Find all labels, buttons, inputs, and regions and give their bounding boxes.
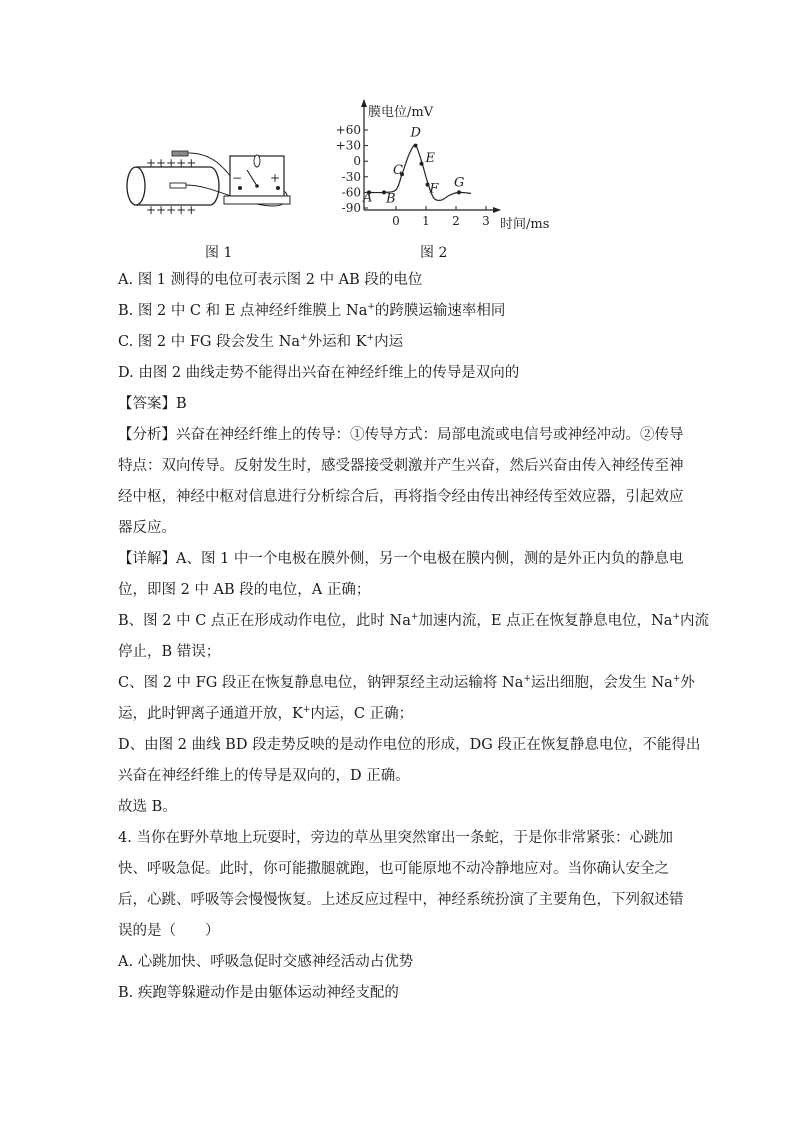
q3-option-b-part1: B. 图 2 中 C 和 E 点神经纤维膜上 Na (118, 303, 368, 319)
q3-option-c (118, 332, 403, 352)
q3-analysis-line-1: 【分析】兴奋在神经纤维上的传导：①传导方式：局部电流或电信号或神经冲动。②传导 (118, 427, 684, 443)
fiber-top-charges: +++++ (146, 156, 197, 170)
q3-detail-c-part4: 运，此时钾离子通道开放，K (118, 706, 303, 722)
q3-detail-c-part2: 运出细胞，会发生 Na (530, 675, 673, 691)
point-g-label: G (454, 175, 465, 191)
needle-pivot (255, 184, 259, 188)
q3-detail-b-line-1 (118, 611, 709, 631)
q3-detail-d-line-1: D、由图 2 曲线 BD 段走势反映的是动作电位的形成，DG 段正在恢复静息电位，不能得出 (118, 737, 701, 753)
outer-electrode (172, 151, 188, 156)
x-axis-arrow (493, 207, 501, 213)
fiber-left-end (127, 167, 145, 205)
superscript-plus: + (367, 302, 375, 313)
q3-detail-a-line-1: 【详解】A、图 1 中一个电极在膜外侧，另一个电极在膜内侧，测的是外正内负的静息电 (118, 551, 684, 567)
q3-detail-c-part3: 外 (680, 675, 695, 691)
x-axis-title: 时间/ms (500, 217, 550, 232)
q3-answer: 【答案】B (118, 396, 187, 412)
point-f-label: F (429, 181, 439, 197)
y-tick-label: +30 (335, 138, 361, 153)
q3-detail-c-line-1 (118, 673, 695, 693)
superscript-plus: + (300, 333, 308, 344)
q3-detail-b-part2: 加速内流，E 点正在恢复静息电位，Na (418, 613, 673, 629)
x-tick-label: 2 (452, 214, 460, 228)
left-terminal (238, 186, 242, 190)
y-tick-label: -60 (341, 185, 361, 200)
superscript-plus: + (523, 674, 531, 685)
x-tick-label: 3 (482, 214, 490, 228)
point-d-marker (414, 144, 418, 148)
q4-stem-line-4: 误的是（ ） (118, 923, 220, 939)
galvanometer-base (224, 196, 290, 204)
q3-option-a: A. 图 1 测得的电位可表示图 2 中 AB 段的电位 (118, 272, 423, 288)
fiber-right-end (210, 167, 219, 205)
figure-1-diagram (124, 148, 296, 214)
q3-detail-b-part1: B、图 2 中 C 点正在形成动作电位，此时 Na (118, 613, 411, 629)
y-axis-arrow (361, 99, 367, 107)
q3-analysis-line-3: 经中枢，神经中枢对信息进行分析综合后，再将指令经由传出神经传至效应器，引起效应 (118, 489, 684, 505)
q3-option-b (118, 301, 505, 321)
point-a-label: A (363, 190, 373, 206)
q3-detail-b-line-2: 停止，B 错误； (118, 644, 221, 660)
q3-option-c-part2: 外运和 K (307, 334, 367, 350)
q3-option-b-part2: 的跨膜运输速率相同 (374, 303, 506, 319)
y-tick-label: 0 (353, 154, 361, 169)
y-axis-title: 膜电位/mV (368, 105, 434, 120)
y-tick-label: -90 (341, 201, 361, 215)
superscript-plus: + (410, 612, 419, 623)
x-tick-label: 0 (392, 214, 400, 228)
point-b-label: B (386, 191, 396, 207)
q4-option-a: A. 心跳加快、呼吸急促时交感神经活动占优势 (118, 954, 414, 970)
q3-option-d: D. 由图 2 曲线走势不能得出兴奋在神经纤维上的传导是双向的 (118, 365, 520, 381)
point-c-label: C (393, 163, 403, 179)
fiber-bottom-charges: +++++ (146, 203, 197, 214)
y-tick-label: +60 (335, 123, 361, 137)
plus-terminal-sign: + (270, 171, 281, 185)
q4-stem-line-1: 4. 当你在野外草地上玩耍时，旁边的草丛里突然窜出一条蛇，于是你非常紧张：心跳加 (118, 830, 673, 846)
q3-detail-c-line-2 (118, 704, 413, 724)
minus-terminal-sign: − (232, 171, 243, 185)
y-tick-label: -30 (341, 169, 361, 184)
superscript-plus: + (366, 333, 375, 344)
superscript-plus: + (672, 674, 681, 685)
point-g-marker (457, 190, 461, 194)
figure-2-chart (330, 98, 570, 236)
q3-detail-d-line-2: 兴奋在神经纤维上的传导是双向的，D 正确。 (118, 768, 410, 784)
point-e-marker (420, 162, 424, 166)
q3-conclusion: 故选 B。 (118, 799, 177, 815)
q3-detail-c-part5: 内运，C 正确； (310, 706, 414, 722)
inner-electrode (170, 183, 186, 188)
q3-detail-b-part3: 内流 (679, 613, 709, 629)
q3-analysis-line-2: 特点：双向传导。反射发生时，感受器接受刺激并产生兴奋，然后兴奋由传入神经传至神 (118, 458, 684, 474)
q4-option-b: B. 疾跑等躲避动作是由躯体运动神经支配的 (118, 985, 399, 1001)
q4-stem-line-3: 后，心跳、呼吸等会慢慢恢复。上述反应过程中，神经系统扮演了主要角色，下列叙述错 (118, 892, 684, 908)
q4-stem-line-2: 快、呼吸急促。此时，你可能撒腿就跑，也可能原地不动冷静地应对。当你确认安全之 (118, 861, 669, 877)
point-e-label: E (425, 150, 435, 166)
superscript-plus: + (302, 705, 311, 716)
q3-analysis-line-4: 器反应。 (118, 520, 176, 536)
superscript-plus: + (672, 612, 680, 623)
q3-detail-a-line-2: 位，即图 2 中 AB 段的电位，A 正确； (118, 582, 371, 598)
right-terminal (276, 186, 280, 190)
q3-detail-c-part1: C、图 2 中 FG 段正在恢复静息电位，钠钾泵经主动运输将 Na (118, 675, 524, 691)
figure-2-caption: 图 2 (420, 245, 448, 261)
point-d-label: D (410, 125, 421, 141)
q3-option-c-part1: C. 图 2 中 FG 段会发生 Na (118, 334, 301, 350)
figure-1-caption: 图 1 (205, 245, 233, 261)
x-tick-label: 1 (422, 214, 430, 228)
galvanometer-dial (254, 155, 260, 167)
q3-option-c-part3: 内运 (374, 334, 404, 350)
